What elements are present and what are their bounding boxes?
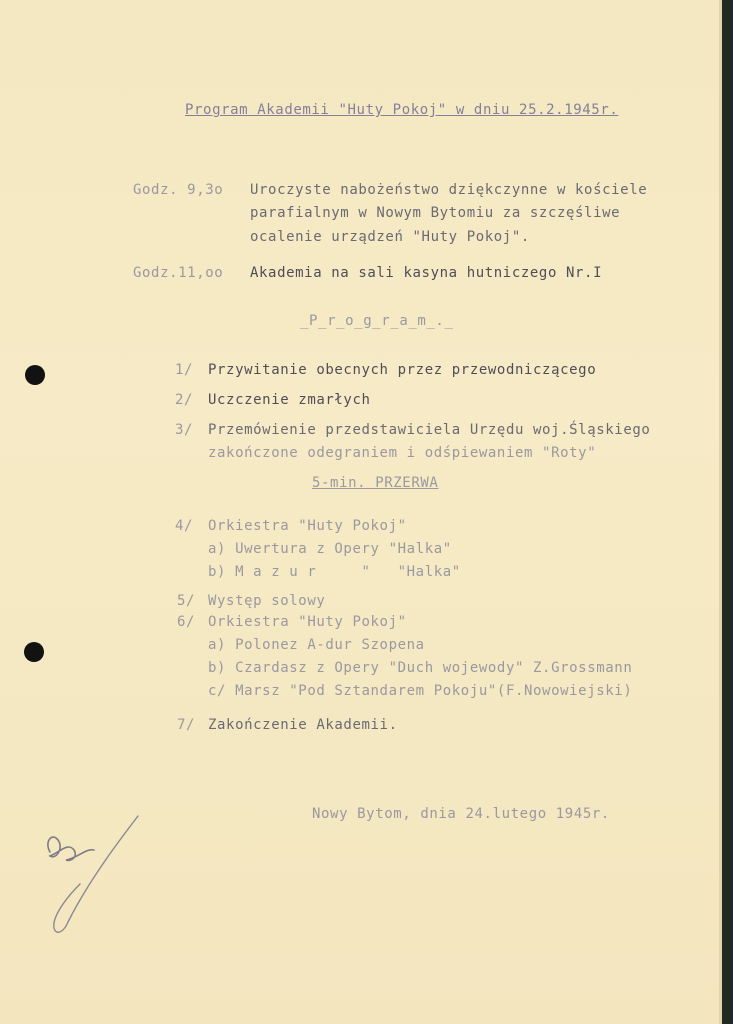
item-1-number: 1/ [175,362,194,378]
schedule-text-1-line-1: Uroczyste nabożeństwo dziękczynne w kościele [250,182,648,198]
item-3-text-line-1: Przemówienie przedstawiciela Urzędu woj.Śląskiego [208,422,651,438]
item-3-number: 3/ [175,422,194,438]
item-6-line-1: Orkiestra "Huty Pokoj" [208,614,407,630]
punch-hole-top [25,365,45,385]
program-heading: _P_r_o_g_r_a_m_._ [300,313,454,329]
item-6-line-3: b) Czardasz z Opery "Duch wojewody" Z.Grossmann [208,660,633,676]
item-1-text: Przywitanie obecnych przez przewodniczącego [208,362,597,378]
item-2-text: Uczczenie zmarłych [208,392,371,408]
schedule-text-2: Akademia na sali kasyna hutniczego Nr.I [250,265,603,281]
item-4-line-2: a) Uwertura z Opery "Halka" [208,541,452,557]
item-3-text-line-2: zakończone odegraniem i odśpiewaniem "Roty" [208,445,597,461]
schedule-text-1-line-3: ocalenie urządzeń "Huty Pokoj". [250,229,530,245]
scan-edge [722,0,733,1024]
schedule-text-1-line-2: parafialnym w Nowym Bytomiu za szczęśliwe [250,205,621,221]
item-7-text: Zakończenie Akademii. [208,717,398,733]
item-5-text: Występ solowy [208,593,326,609]
item-6-line-4: c/ Marsz "Pod Sztandarem Pokoju"(F.Nowowiejski) [208,683,633,699]
item-7-number: 7/ [177,717,196,733]
item-4-line-1: Orkiestra "Huty Pokoj" [208,518,407,534]
item-4-number: 4/ [175,518,194,534]
break-note: 5-min. PRZERWA [312,475,439,491]
item-6-number: 6/ [177,614,196,630]
schedule-time-2: Godz.11,oo [133,265,224,281]
schedule-time-1: Godz. 9,3o [133,182,224,198]
document-title: Program Akademii "Huty Pokoj" w dniu 25.2.1945r. [185,102,619,118]
punch-hole-bottom [24,642,44,662]
item-2-number: 2/ [175,392,194,408]
item-4-line-3: b) M a z u r " "Halka" [208,564,461,580]
item-5-number: 5/ [177,593,196,609]
item-6-line-2: a) Polonez A-dur Szopena [208,637,425,653]
place-date: Nowy Bytom, dnia 24.lutego 1945r. [312,806,610,822]
handwritten-signature [38,812,148,942]
